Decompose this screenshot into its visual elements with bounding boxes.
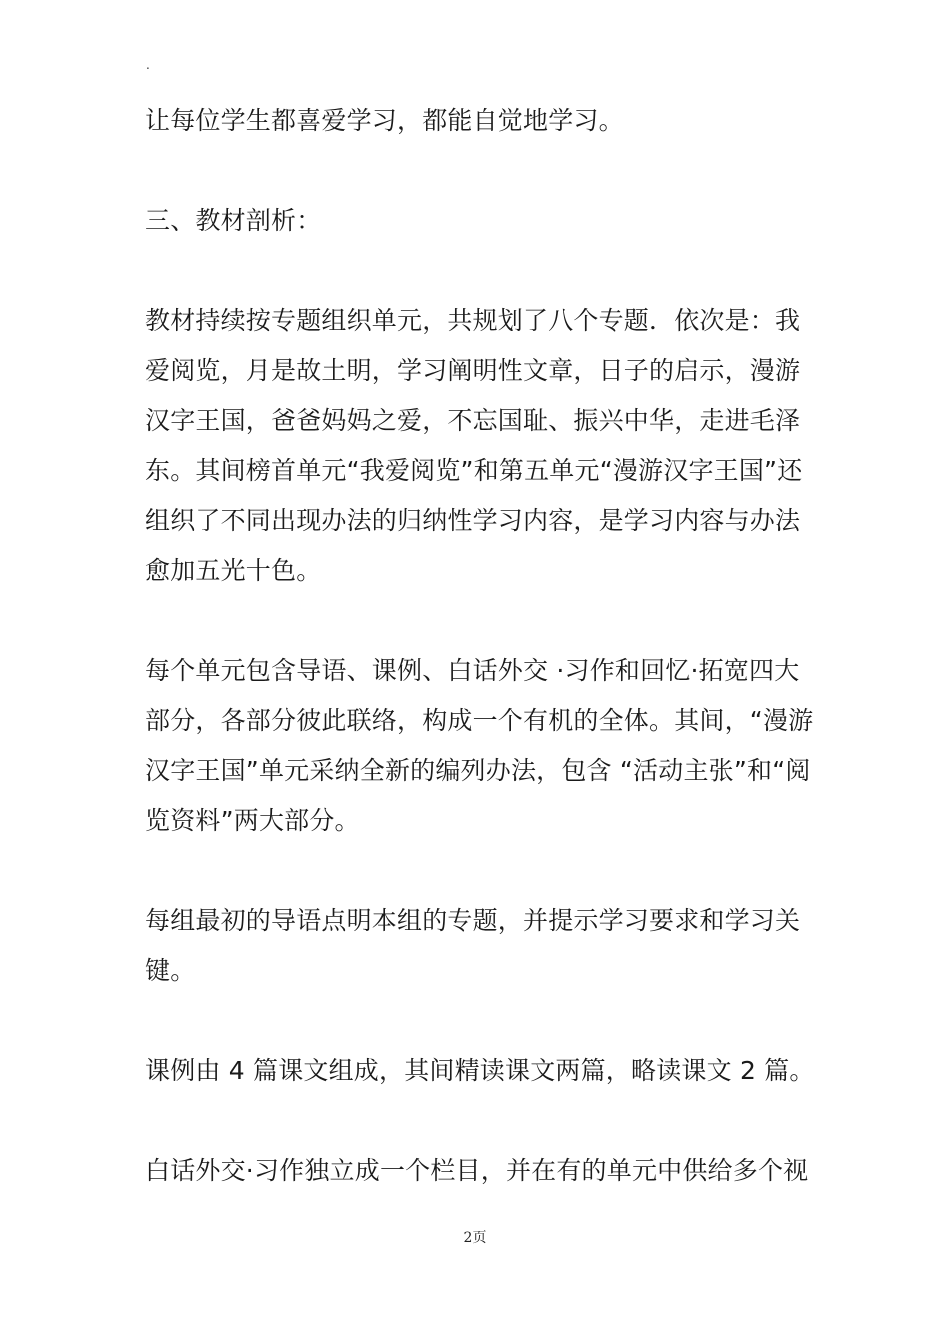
page-number: 2页 bbox=[463, 1230, 487, 1246]
text-line: 教材持续按专题组织单元，共规划了八个专题．依次是：我 bbox=[145, 306, 801, 335]
paragraph-intro-end bbox=[145, 96, 815, 146]
section-heading bbox=[145, 196, 815, 246]
text-line: 每组最初的导语点明本组的专题，并提示学习要求和学习关 bbox=[145, 906, 801, 935]
text-line: 课例由 4 篇课文组成，其间精读课文两篇，略读课文 2 篇。 bbox=[145, 1056, 815, 1085]
paragraph-unit-parts bbox=[145, 646, 815, 846]
document-body bbox=[145, 96, 815, 1196]
text-line: 览资料”两大部分。 bbox=[145, 806, 360, 835]
text-line: 爱阅览，月是故土明，学习阐明性文章，日子的启示，漫游 bbox=[145, 356, 801, 385]
text-line: 汉字王国”单元采纳全新的编列办法，包含 “活动主张”和“阅 bbox=[145, 756, 811, 785]
paragraph-topics bbox=[145, 296, 815, 596]
text-line: 部分，各部分彼此联络，构成一个有机的全体。其间，“漫游 bbox=[145, 706, 814, 735]
text-line: 每个单元包含导语、课例、白话外交 ·习作和回忆·拓宽四大 bbox=[145, 656, 800, 685]
text-line: 键。 bbox=[145, 956, 196, 985]
header-mark: . bbox=[146, 58, 150, 72]
text-line: 让每位学生都喜爱学习，都能自觉地学习。 bbox=[145, 106, 624, 135]
text-line: 愈加五光十色。 bbox=[145, 556, 322, 585]
paragraph-guide bbox=[145, 896, 815, 996]
text-line: 白话外交·习作独立成一个栏目，并在有的单元中供给多个视 bbox=[145, 1156, 809, 1185]
text-line: 东。其间榜首单元“我爱阅览”和第五单元“漫游汉字王国”还 bbox=[145, 456, 803, 485]
text-line: 汉字王国，爸爸妈妈之爱，不忘国耻、振兴中华，走进毛泽 bbox=[145, 406, 801, 435]
text-line: 三、教材剖析： bbox=[145, 206, 322, 235]
text-line: 组织了不同出现办法的归纳性学习内容，是学习内容与办法 bbox=[145, 506, 801, 535]
paragraph-communication bbox=[145, 1146, 815, 1196]
paragraph-lessons bbox=[145, 1046, 815, 1096]
